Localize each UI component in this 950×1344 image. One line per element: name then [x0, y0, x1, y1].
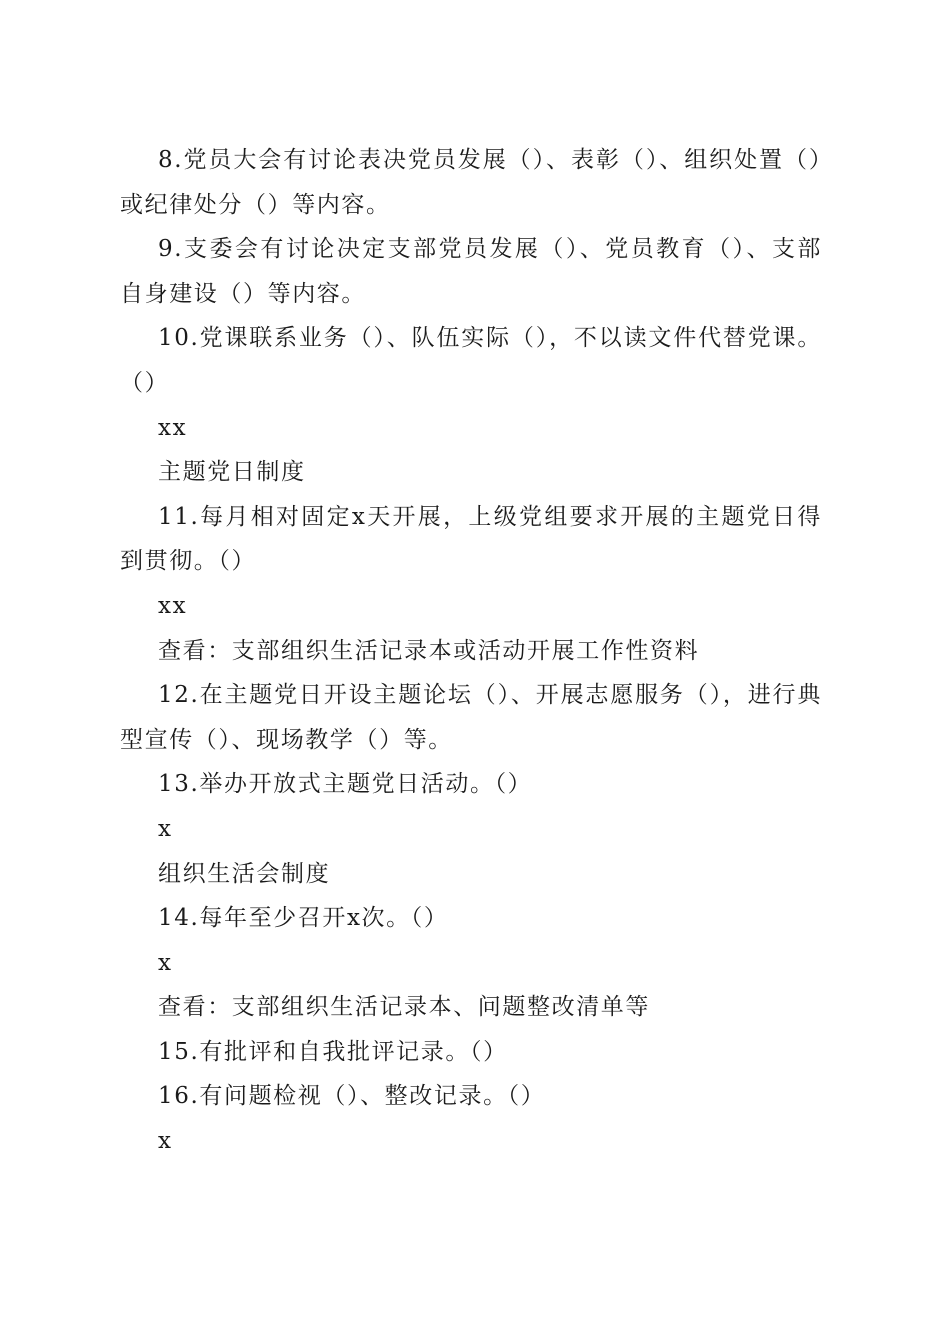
item-10: 10.党课联系业务（）、队伍实际（），不以读文件代替党课。（） [120, 325, 822, 396]
item-13: 13.举办开放式主题党日活动。（） [158, 771, 533, 798]
check-note: 查看：支部组织生活记录本、问题整改清单等 [158, 994, 650, 1021]
item-15: 15.有批评和自我批评记录。（） [158, 1038, 508, 1065]
item-16: 16.有问题检视（）、整改记录。（） [158, 1083, 546, 1110]
score-line: xx [158, 414, 188, 441]
item-9: 9.支委会有讨论决定支部党员发展（）、党员教育（）、支部自身建设（）等内容。 [120, 236, 822, 307]
section-heading-theme-day: 主题党日制度 [158, 459, 306, 486]
item-14: 14.每年至少召开x次。（） [158, 905, 449, 932]
score-line: x [158, 1128, 173, 1155]
item-8: 8.党员大会有讨论表决党员发展（）、表彰（）、组织处置（）或纪律处分（）等内容。 [120, 147, 822, 218]
item-11: 11.每月相对固定x天开展，上级党组要求开展的主题党日得到贯彻。（） [120, 503, 822, 575]
check-note: 查看：支部组织生活记录本或活动开展工作性资料 [158, 637, 700, 664]
document-body [120, 138, 822, 1164]
score-line: xx [158, 592, 188, 619]
score-line: x [158, 949, 173, 976]
section-heading-life-meeting: 组织生活会制度 [158, 860, 331, 887]
score-line: x [158, 815, 173, 842]
item-12: 12.在主题党日开设主题论坛（）、开展志愿服务（），进行典型宣传（）、现场教学（）等。 [120, 682, 822, 753]
